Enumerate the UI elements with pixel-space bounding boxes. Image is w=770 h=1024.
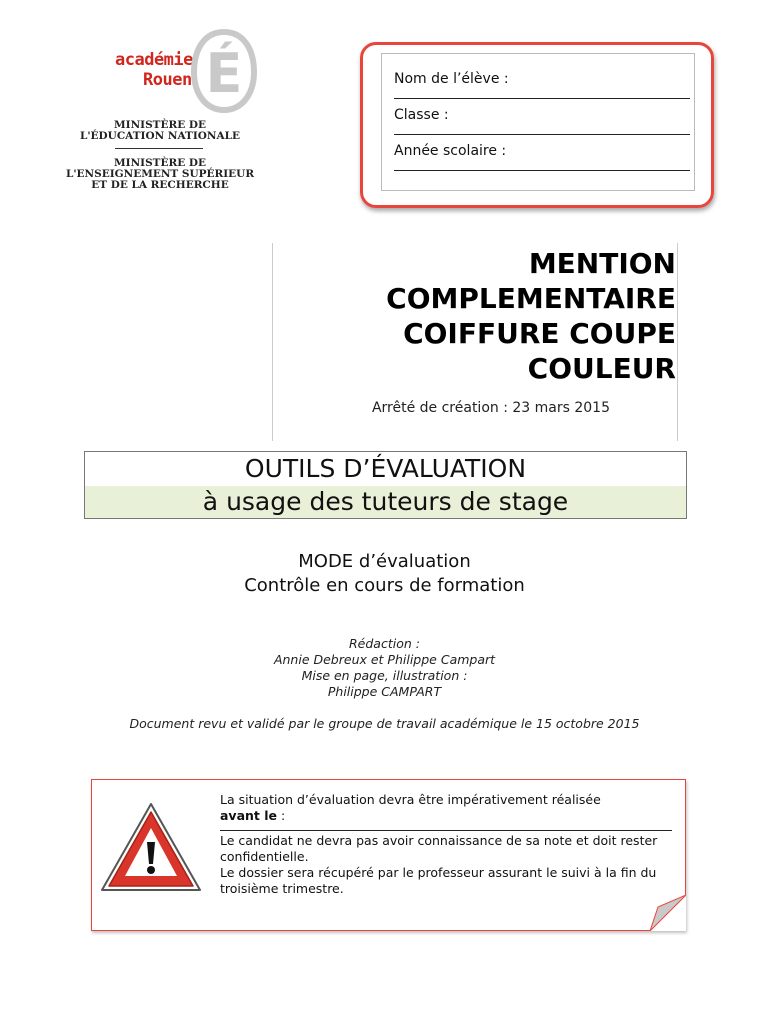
ministry1-line1: MINISTÈRE DE xyxy=(114,119,206,131)
class-field[interactable] xyxy=(394,106,694,135)
before-rest: : xyxy=(277,808,286,823)
layout-label: Mise en page, illustration : xyxy=(301,668,468,683)
ministry2-line1: MINISTÈRE DE xyxy=(114,157,206,169)
class-line[interactable] xyxy=(394,124,690,135)
page-title xyxy=(290,246,676,386)
ministry-higher-education xyxy=(60,158,260,191)
student-name-label: Nom de l’élève : xyxy=(394,71,509,87)
title-line3: COIFFURE COUPE xyxy=(403,317,676,350)
class-label: Classe : xyxy=(394,107,449,123)
school-year-field[interactable] xyxy=(394,142,694,171)
page-curl-icon xyxy=(650,895,686,931)
deadline-line[interactable] xyxy=(220,824,672,831)
credits xyxy=(84,636,685,700)
title-line4: COULEUR xyxy=(527,352,676,385)
logo-divider xyxy=(115,148,203,149)
warning-candidate: Le candidat ne devra pas avoir connaissance de sa note et doit rester confidentielle. xyxy=(220,833,658,864)
title-right-rule xyxy=(677,243,678,441)
warning-line1: La situation d’évaluation devra être impérativement réalisée xyxy=(220,792,601,807)
academy-line2: Rouen xyxy=(143,70,192,90)
student-info-form xyxy=(381,53,695,191)
tools-banner-title: OUTILS D’ÉVALUATION xyxy=(244,454,527,483)
ministry2-line3: ET DE LA RECHERCHE xyxy=(91,179,229,191)
student-name-line[interactable] xyxy=(394,88,690,99)
before-bold: avant le xyxy=(220,808,278,823)
warning-triangle-icon xyxy=(96,798,206,898)
school-year-label: Année scolaire : xyxy=(394,143,507,159)
evaluation-mode xyxy=(84,550,685,598)
validation-note: Document revu et validé par le groupe de travail académique le 15 octobre 2015 xyxy=(129,716,640,731)
title-left-rule xyxy=(272,243,273,441)
redaction-names: Annie Debreux et Philippe Campart xyxy=(273,652,496,667)
warning-box xyxy=(91,779,686,931)
title-line1: MENTION xyxy=(528,247,676,280)
warning-text xyxy=(220,792,675,897)
ministry1-line2: L'ÉDUCATION NATIONALE xyxy=(79,130,241,142)
warning-before-date xyxy=(220,808,675,824)
emblem-letter: É xyxy=(205,42,243,105)
school-year-line[interactable] xyxy=(394,160,690,171)
creation-date: Arrêté de création : 23 mars 2015 xyxy=(371,400,610,416)
academy-logo xyxy=(60,18,270,198)
mode-line2: Contrôle en cours de formation xyxy=(244,575,525,596)
layout-name: Philippe CAMPART xyxy=(327,684,442,699)
mode-line1: MODE d’évaluation xyxy=(298,551,471,572)
academy-line1: académie xyxy=(115,50,193,70)
student-name-field[interactable] xyxy=(394,70,694,99)
student-info-box xyxy=(360,42,714,208)
ministry-education xyxy=(70,120,250,142)
warning-dossier: Le dossier sera récupéré par le professeur assurant le suivi à la fin du troisième trimestre. xyxy=(220,865,657,896)
tools-banner xyxy=(84,451,687,519)
marianne-emblem-icon xyxy=(190,28,258,114)
tools-banner-subtitle: à usage des tuteurs de stage xyxy=(85,486,686,518)
redaction-label: Rédaction : xyxy=(349,636,420,651)
ministry2-line2: L'ENSEIGNEMENT SUPÉRIEUR xyxy=(65,168,255,180)
title-line2: COMPLEMENTAIRE xyxy=(386,282,676,315)
